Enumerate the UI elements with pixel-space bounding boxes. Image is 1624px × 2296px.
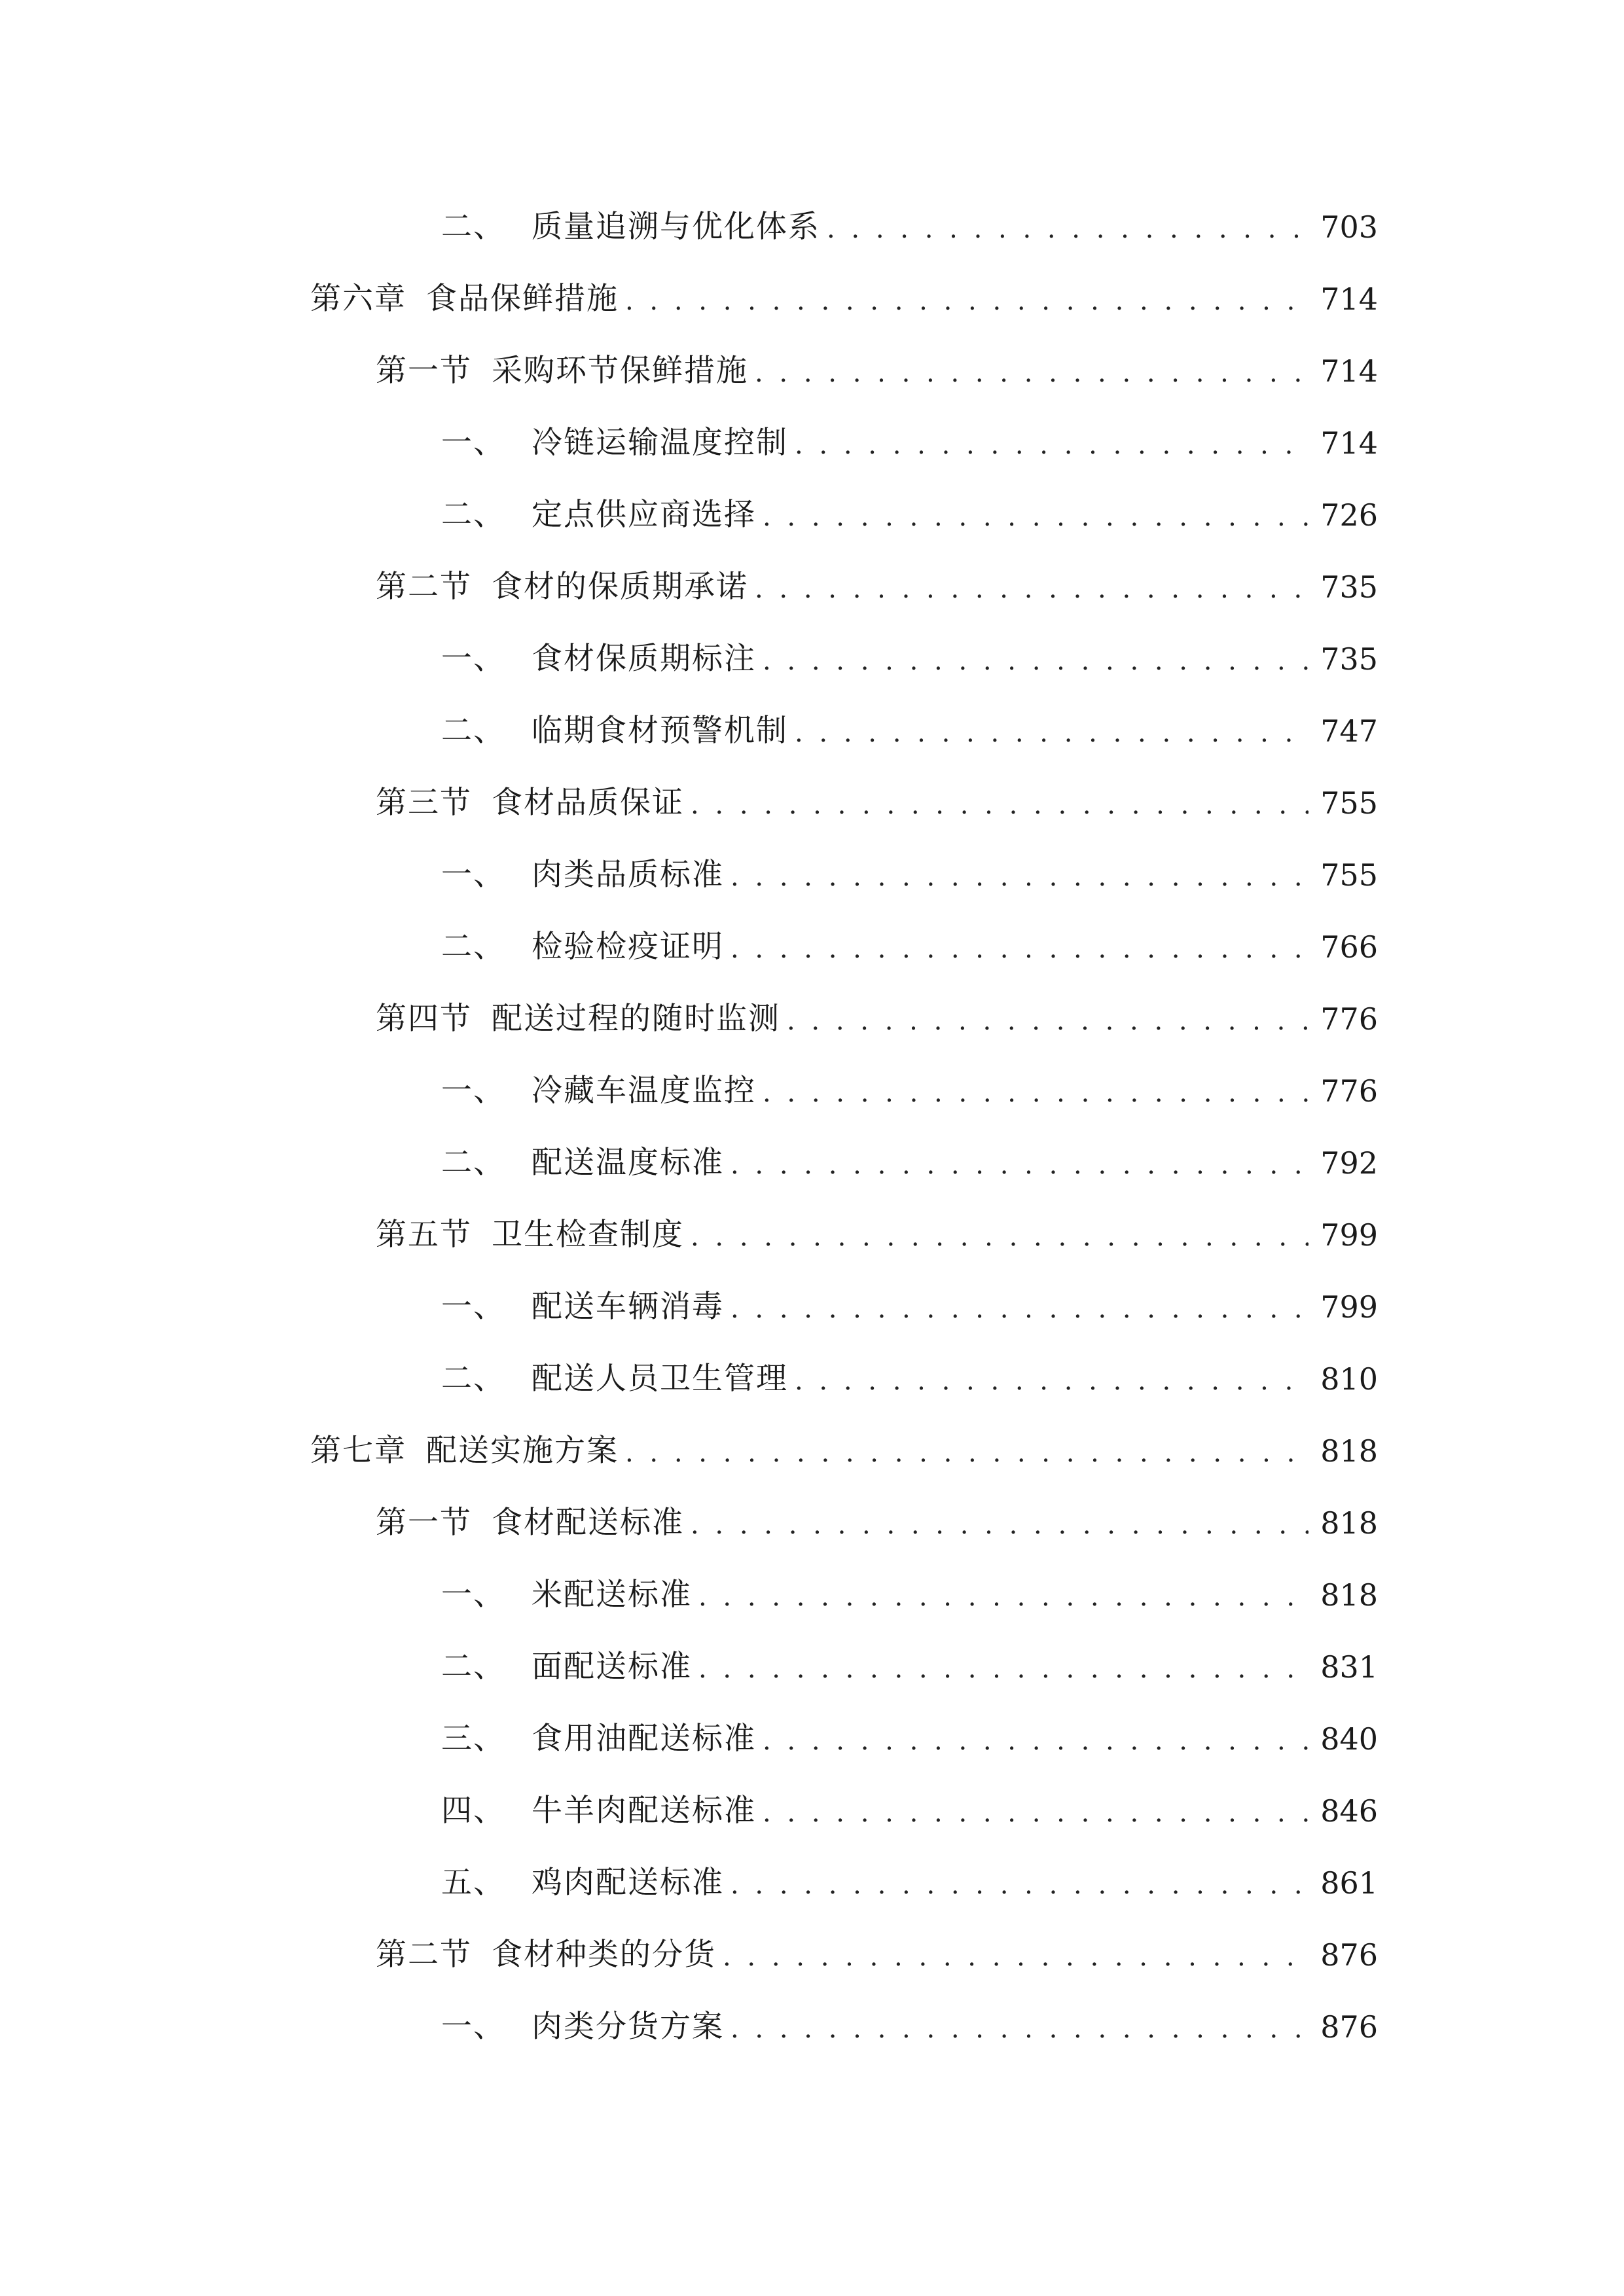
toc-entry-prefix: 一、: [441, 2009, 505, 2045]
toc-entry-title: 面配送标准: [532, 1649, 692, 1685]
toc-entry-title: 牛羊肉配送标准: [532, 1793, 756, 1829]
toc-entry-prefix: 第一节: [376, 353, 472, 389]
toc-dot-leader: [795, 1368, 1308, 1394]
toc-entry-page-number: 876: [1320, 2009, 1378, 2045]
toc-dot-leader: [731, 1872, 1308, 1898]
toc-entry-prefix: 第五节: [376, 1217, 472, 1253]
toc-entry-page-number: 714: [1320, 425, 1378, 461]
toc-dot-leader: [625, 1440, 1308, 1466]
toc-dot-leader: [731, 1152, 1308, 1178]
toc-entry-page-number: 810: [1320, 1361, 1378, 1397]
toc-entry-title: 肉类分货方案: [532, 2009, 724, 2045]
toc-dot-leader: [763, 648, 1308, 674]
toc-entry-title: 冷链运输温度控制: [532, 425, 788, 461]
toc-entry-title: 配送人员卫生管理: [532, 1361, 788, 1397]
toc-entry-page-number: 799: [1320, 1217, 1378, 1253]
toc-entry-prefix: 三、: [441, 1721, 505, 1757]
toc-entry-title: 食材的保质期承诺: [492, 569, 748, 605]
toc-entry-title: 定点供应商选择: [532, 497, 756, 533]
toc-dot-leader: [787, 1008, 1308, 1034]
toc-dot-leader: [763, 1080, 1308, 1106]
toc-dot-leader: [698, 1584, 1308, 1610]
toc-entry-page-number: 861: [1320, 1865, 1378, 1901]
toc-entry-page-number: 799: [1320, 1289, 1378, 1325]
toc-entry-section-item[interactable]: [441, 1990, 1378, 2045]
toc-entry-title: 肉类品质标准: [532, 857, 724, 893]
toc-entry-section-item[interactable]: [441, 190, 1378, 245]
toc-entry-page-number: 840: [1320, 1721, 1378, 1757]
toc-entry-page-number: 846: [1320, 1793, 1378, 1829]
toc-entry-section[interactable]: [376, 334, 1378, 389]
toc-entry-section-item[interactable]: [441, 1126, 1378, 1181]
toc-entry-prefix: 二、: [441, 1145, 505, 1181]
toc-dot-leader: [723, 1944, 1308, 1970]
toc-entry-page-number: 714: [1320, 281, 1378, 317]
toc-dot-leader: [731, 936, 1308, 962]
toc-entry-prefix: 第四节: [376, 1001, 472, 1037]
toc-entry-section[interactable]: [376, 1918, 1378, 1973]
toc-entry-page-number: 876: [1320, 1937, 1378, 1973]
toc-entry-title: 检验检疫证明: [532, 929, 724, 965]
toc-entry-section-item[interactable]: [441, 1270, 1378, 1325]
toc-entry-prefix: 一、: [441, 425, 505, 461]
toc-entry-page-number: 703: [1320, 209, 1378, 245]
toc-dot-leader: [731, 864, 1308, 890]
toc-dot-leader: [795, 432, 1308, 458]
toc-dot-leader: [755, 576, 1308, 602]
toc-entry-title: 卫生检查制度: [492, 1217, 684, 1253]
toc-dot-leader: [625, 288, 1308, 314]
toc-entry-prefix: 第二节: [376, 569, 472, 605]
toc-dot-leader: [691, 1224, 1308, 1250]
toc-entry-prefix: 一、: [441, 857, 505, 893]
toc-entry-prefix: 一、: [441, 1073, 505, 1109]
toc-entry-section-item[interactable]: [441, 1630, 1378, 1685]
toc-entry-section-item[interactable]: [441, 694, 1378, 749]
toc-entry-prefix: 一、: [441, 1289, 505, 1325]
toc-entry-title: 配送车辆消毒: [532, 1289, 724, 1325]
toc-entry-prefix: 五、: [441, 1865, 505, 1901]
toc-entry-prefix: 二、: [441, 929, 505, 965]
toc-entry-page-number: 714: [1320, 353, 1378, 389]
toc-entry-prefix: 一、: [441, 1577, 505, 1613]
toc-entry-page-number: 818: [1320, 1577, 1378, 1613]
toc-entry-section[interactable]: [376, 982, 1378, 1037]
toc-entry-section-item[interactable]: [441, 910, 1378, 965]
toc-entry-prefix: 四、: [441, 1793, 505, 1829]
toc-entry-title: 配送过程的随时监测: [492, 1001, 780, 1037]
toc-entry-prefix: 二、: [441, 1361, 505, 1397]
toc-entry-page-number: 755: [1320, 785, 1378, 821]
toc-entry-title: 质量追溯与优化体系: [532, 209, 820, 245]
toc-entry-page-number: 831: [1320, 1649, 1378, 1685]
toc-entry-section-item[interactable]: [441, 406, 1378, 461]
toc-entry-title: 鸡肉配送标准: [532, 1865, 724, 1901]
toc-dot-leader: [691, 792, 1308, 818]
toc-dot-leader: [763, 1728, 1308, 1754]
toc-dot-leader: [795, 720, 1308, 746]
toc-entry-page-number: 776: [1320, 1001, 1378, 1037]
toc-entry-title: 配送温度标准: [532, 1145, 724, 1181]
toc-entry-page-number: 735: [1320, 569, 1378, 605]
toc-dot-leader: [731, 1296, 1308, 1322]
toc-entry-title: 食品保鲜措施: [426, 281, 619, 317]
toc-entry-section-item[interactable]: [441, 838, 1378, 893]
toc-entry-section[interactable]: [376, 1486, 1378, 1541]
toc-entry-title: 配送实施方案: [426, 1433, 619, 1469]
toc-entry-title: 食材保质期标注: [532, 641, 756, 677]
toc-entry-prefix: 二、: [441, 497, 505, 533]
toc-entry-section-item[interactable]: [441, 622, 1378, 677]
toc-entry-section-item[interactable]: [441, 1846, 1378, 1901]
toc-entry-chapter[interactable]: [310, 262, 1378, 317]
toc-entry-prefix: 第三节: [376, 785, 472, 821]
toc-entry-prefix: 二、: [441, 1649, 505, 1685]
toc-entry-section-item[interactable]: [441, 1774, 1378, 1829]
toc-entry-title: 食用油配送标准: [532, 1721, 756, 1757]
toc-entry-title: 冷藏车温度监控: [532, 1073, 756, 1109]
toc-entry-title: 食材种类的分货: [492, 1937, 716, 1973]
toc-entry-prefix: 二、: [441, 713, 505, 749]
toc-entry-section-item[interactable]: [441, 1342, 1378, 1397]
toc-entry-section[interactable]: [376, 550, 1378, 605]
toc-entry-title: 采购环节保鲜措施: [492, 353, 748, 389]
toc-entry-prefix: 第一节: [376, 1505, 472, 1541]
toc-entry-section-item[interactable]: [441, 1558, 1378, 1613]
toc-entry-page-number: 755: [1320, 857, 1378, 893]
toc-dot-leader: [731, 2016, 1308, 2042]
toc-dot-leader: [691, 1512, 1308, 1538]
toc-entry-title: 食材配送标准: [492, 1505, 684, 1541]
toc-entry-title: 食材品质保证: [492, 785, 684, 821]
toc-dot-leader: [698, 1656, 1308, 1682]
toc-entry-title: 临期食材预警机制: [532, 713, 788, 749]
toc-entry-page-number: 747: [1320, 713, 1378, 749]
toc-entry-page-number: 792: [1320, 1145, 1378, 1181]
toc-dot-leader: [827, 216, 1308, 242]
toc-entry-chapter[interactable]: [310, 1414, 1378, 1469]
toc-entry-prefix: 二、: [441, 209, 505, 245]
toc-entry-section-item[interactable]: [441, 478, 1378, 533]
toc-entry-prefix: 一、: [441, 641, 505, 677]
toc-entry-page-number: 726: [1320, 497, 1378, 533]
toc-entry-section[interactable]: [376, 1198, 1378, 1253]
toc-dot-leader: [763, 504, 1308, 530]
toc-entry-page-number: 818: [1320, 1505, 1378, 1541]
toc-entry-section[interactable]: [376, 766, 1378, 821]
toc-entry-page-number: 735: [1320, 641, 1378, 677]
toc-dot-leader: [763, 1800, 1308, 1826]
toc-entry-section-item[interactable]: [441, 1054, 1378, 1109]
toc-entry-prefix: 第二节: [376, 1937, 472, 1973]
toc-entry-section-item[interactable]: [441, 1702, 1378, 1757]
toc-entry-prefix: 第六章: [310, 281, 406, 317]
toc-entry-title: 米配送标准: [532, 1577, 692, 1613]
toc-entry-page-number: 776: [1320, 1073, 1378, 1109]
toc-entry-prefix: 第七章: [310, 1433, 406, 1469]
toc-entry-page-number: 818: [1320, 1433, 1378, 1469]
toc-dot-leader: [755, 360, 1308, 386]
toc-entry-page-number: 766: [1320, 929, 1378, 965]
